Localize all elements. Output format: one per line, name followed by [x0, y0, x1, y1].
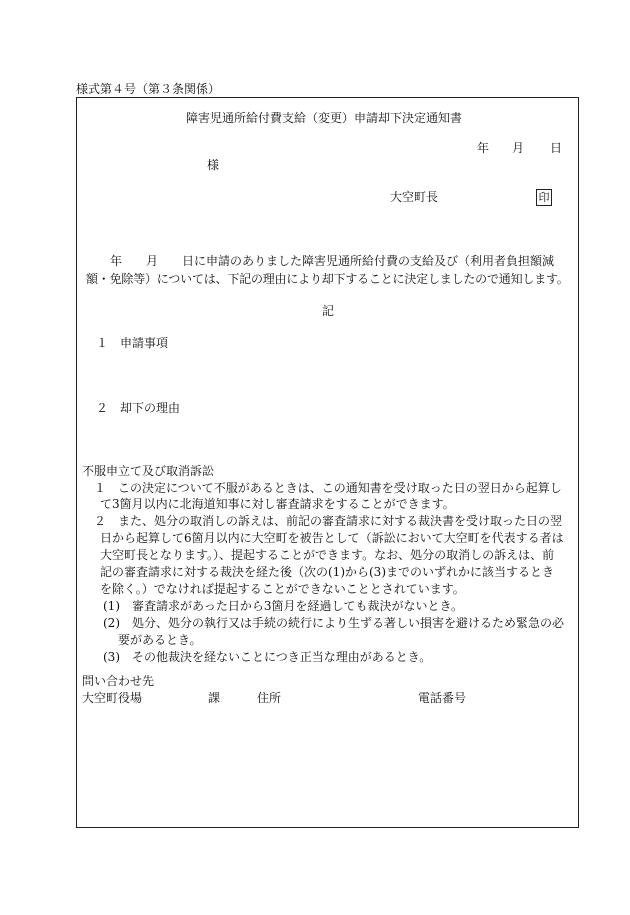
issuer-name: 大空町長 — [390, 190, 439, 204]
contact-phone: 電話番号 — [418, 691, 467, 705]
contact-address: 住所 — [257, 691, 282, 705]
appeal-paragraph-2-line-4: 記の審査請求に対する裁決を経た後（次の(1)から(3)までのいずれかに該当するとき — [100, 565, 554, 579]
notice-body-line-1: 年 月 日に申請のありました障害児通所給付費の支給及び（利用者負担額減 — [86, 254, 555, 268]
appeal-subitem-2-line-1: (2) 処分、処分の執行又は手続の続行により生ずる著しい損害を避けるため緊急の必 — [103, 616, 565, 630]
appeal-subitem-3: (3) その他裁決を経ないことにつき正当な理由があるとき。 — [103, 650, 432, 664]
item-application-matter: １ 申請事項 — [96, 336, 169, 350]
addressee-suffix: 様 — [207, 158, 220, 172]
appeal-subitem-2-line-2: 要があるとき。 — [118, 633, 202, 647]
appeal-paragraph-2-line-5: を除く。）でなければ提起することができないこととされています。 — [100, 582, 465, 596]
appeal-subitem-1: (1) 審査請求があった日から3箇月を経過しても裁決がないとき。 — [103, 599, 464, 613]
seal-mark: 印 — [536, 189, 552, 206]
notice-body-line-2: 額・免除等）については、下記の理由により却下することに決定しましたので通知します。 — [86, 272, 569, 286]
contact-heading: 問い合わせ先 — [82, 674, 155, 688]
appeal-heading: 不服申立て及び取消訴訟 — [82, 464, 215, 478]
appeal-paragraph-2-line-2: 日から起算して6箇月以内に大空町を被告として（訴訟において大空町を代表する者は — [100, 531, 564, 545]
appeal-paragraph-1-line-2: て3箇月以内に北海道知事に対し審査請求をすることができます。 — [100, 497, 455, 511]
item-rejection-reason: ２ 却下の理由 — [96, 401, 181, 415]
appeal-paragraph-1-line-1: １ この決定について不服があるときは、この通知書を受け取った日の翌日から起算し — [94, 481, 562, 495]
record-mark: 記 — [322, 304, 335, 318]
contact-section: 課 — [208, 691, 221, 705]
appeal-paragraph-2-line-3: 大空町長となります。）、提起することができます。なお、処分の取消しの訴えは、前 — [100, 548, 555, 562]
contact-office: 大空町役場 — [82, 691, 143, 705]
date-year: 年 — [477, 141, 490, 155]
appeal-paragraph-2-line-1: ２ また、処分の取消しの訴えは、前記の審査請求に対する裁決書を受け取った日の翌 — [94, 514, 563, 528]
notice-title: 障害児通所給付費支給（変更）申請却下決定通知書 — [186, 111, 463, 125]
date-month: 月 — [512, 141, 525, 155]
date-day: 日 — [550, 141, 563, 155]
form-number: 様式第４号（第３条関係） — [76, 82, 221, 96]
